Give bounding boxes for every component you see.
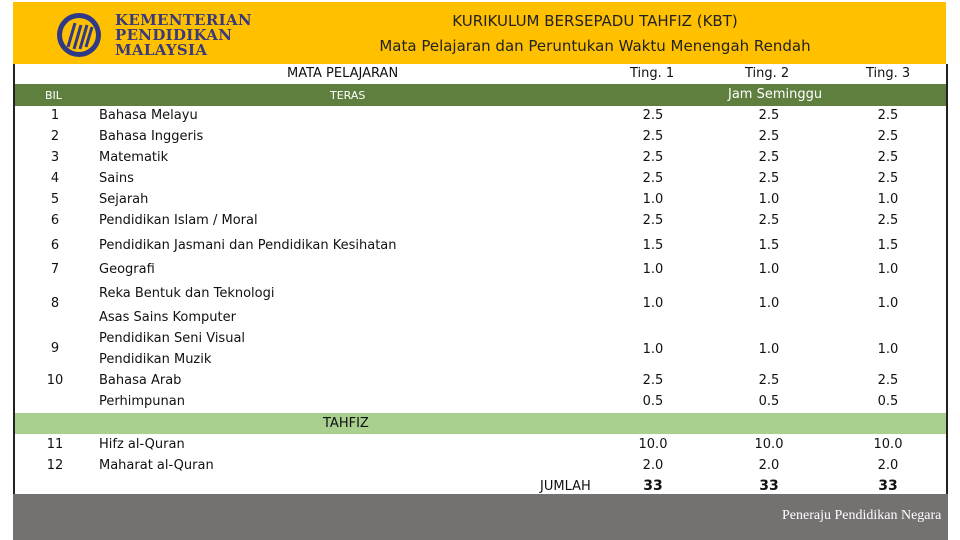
row-t1: 2.0 [642, 458, 664, 473]
row-t1: 2.5 [642, 373, 664, 388]
row-subject: Sejarah [99, 192, 149, 207]
row-t1: 0.5 [642, 394, 664, 409]
row-t1: 2.5 [642, 213, 664, 228]
logo-line-1: KEMENTERIAN [115, 11, 252, 29]
row-bil: 4 [50, 171, 60, 186]
row-t2: 1.5 [758, 238, 780, 253]
row-t2: 1.0 [758, 342, 780, 357]
row-t1: 1.0 [642, 342, 664, 357]
section-label-tahfiz: TAHFIZ [323, 416, 369, 431]
row-t3: 2.5 [877, 171, 899, 186]
row-subject: Pendidikan Jasmani dan Pendidikan Kesihatan [99, 238, 397, 253]
row-t2: 2.5 [758, 171, 780, 186]
row-t1: 1.0 [642, 296, 664, 311]
logo-line-2: PENDIDIKAN [115, 26, 233, 44]
total-ting-2: 33 [759, 478, 779, 494]
row-t3: 1.0 [877, 296, 899, 311]
section-label-teras: TERAS [330, 89, 366, 102]
row-t3: 1.0 [877, 342, 899, 357]
row-t2: 2.5 [758, 129, 780, 144]
row-t3: 2.5 [877, 108, 899, 123]
row-bil: 12 [46, 458, 64, 473]
row-subject: Perhimpunan [99, 394, 185, 409]
row-t3: 2.5 [877, 213, 899, 228]
row-subject: Geografi [99, 262, 155, 277]
logo-line-3: MALAYSIA [115, 41, 208, 59]
row-t2: 2.5 [758, 150, 780, 165]
row-t3: 2.5 [877, 373, 899, 388]
column-header-bil: BIL [45, 89, 62, 102]
row-bil: 5 [50, 192, 60, 207]
row-t2: 1.0 [758, 192, 780, 207]
row-t1: 2.5 [642, 108, 664, 123]
row-t2: 2.5 [758, 108, 780, 123]
ministry-logo [55, 8, 255, 60]
row-bil: 6 [50, 238, 60, 253]
row-t2: 0.5 [758, 394, 780, 409]
row-bil: 1 [50, 108, 60, 123]
ministry-emblem-icon [55, 11, 103, 59]
row-bil: 9 [50, 341, 60, 356]
row-subject: Pendidikan Islam / Moral [99, 213, 258, 228]
row-t3: 1.0 [877, 262, 899, 277]
unit-label: Jam Seminggu [728, 87, 823, 102]
row-subject: Bahasa Arab [99, 373, 182, 388]
row-t3: 2.5 [877, 150, 899, 165]
row-subject-secondary: Asas Sains Komputer [99, 310, 236, 325]
row-t2: 1.0 [758, 262, 780, 277]
row-bil: 6 [50, 213, 60, 228]
row-subject: Bahasa Inggeris [99, 129, 204, 144]
row-subject: Hifz al-Quran [99, 437, 185, 452]
row-subject: Pendidikan Seni Visual [99, 331, 246, 346]
row-bil: 11 [46, 437, 64, 452]
row-bil: 3 [50, 150, 60, 165]
row-t1: 1.0 [642, 192, 664, 207]
row-t1: 1.5 [642, 238, 664, 253]
column-header-ting-2: Ting. 2 [745, 66, 790, 81]
row-t1: 10.0 [638, 437, 668, 452]
column-header-ting-3: Ting. 3 [866, 66, 911, 81]
row-bil: 10 [46, 373, 64, 388]
column-header-ting-1: Ting. 1 [630, 66, 675, 81]
row-t3: 10.0 [873, 437, 903, 452]
row-subject-secondary: Pendidikan Muzik [99, 352, 212, 367]
page-title: KURIKULUM BERSEPADU TAHFIZ (KBT) [452, 12, 738, 30]
row-t2: 2.5 [758, 213, 780, 228]
row-t3: 1.5 [877, 238, 899, 253]
row-bil: 2 [50, 129, 60, 144]
row-t1: 2.5 [642, 150, 664, 165]
column-header-subject: MATA PELAJARAN [287, 66, 399, 81]
total-ting-1: 33 [643, 478, 663, 494]
page-subtitle: Mata Pelajaran dan Peruntukan Waktu Menengah Rendah [379, 37, 811, 55]
section-bar-tahfiz [15, 413, 946, 434]
row-t2: 2.0 [758, 458, 780, 473]
total-ting-3: 33 [878, 478, 898, 494]
row-t3: 1.0 [877, 192, 899, 207]
total-label: JUMLAH [540, 479, 591, 494]
row-t1: 2.5 [642, 129, 664, 144]
row-t2: 10.0 [754, 437, 784, 452]
row-subject: Matematik [99, 150, 169, 165]
row-subject: Reka Bentuk dan Teknologi [99, 286, 275, 301]
footer-tagline: Peneraju Pendidikan Negara [782, 508, 942, 523]
row-subject: Sains [99, 171, 134, 186]
right-border [946, 64, 948, 494]
row-subject: Bahasa Melayu [99, 108, 198, 123]
row-bil: 7 [50, 262, 60, 277]
row-subject: Maharat al-Quran [99, 458, 214, 473]
row-t3: 0.5 [877, 394, 899, 409]
row-t3: 2.0 [877, 458, 899, 473]
row-t1: 2.5 [642, 171, 664, 186]
row-t1: 1.0 [642, 262, 664, 277]
row-t2: 1.0 [758, 296, 780, 311]
row-t2: 2.5 [758, 373, 780, 388]
row-bil: 8 [50, 296, 60, 311]
row-t3: 2.5 [877, 129, 899, 144]
